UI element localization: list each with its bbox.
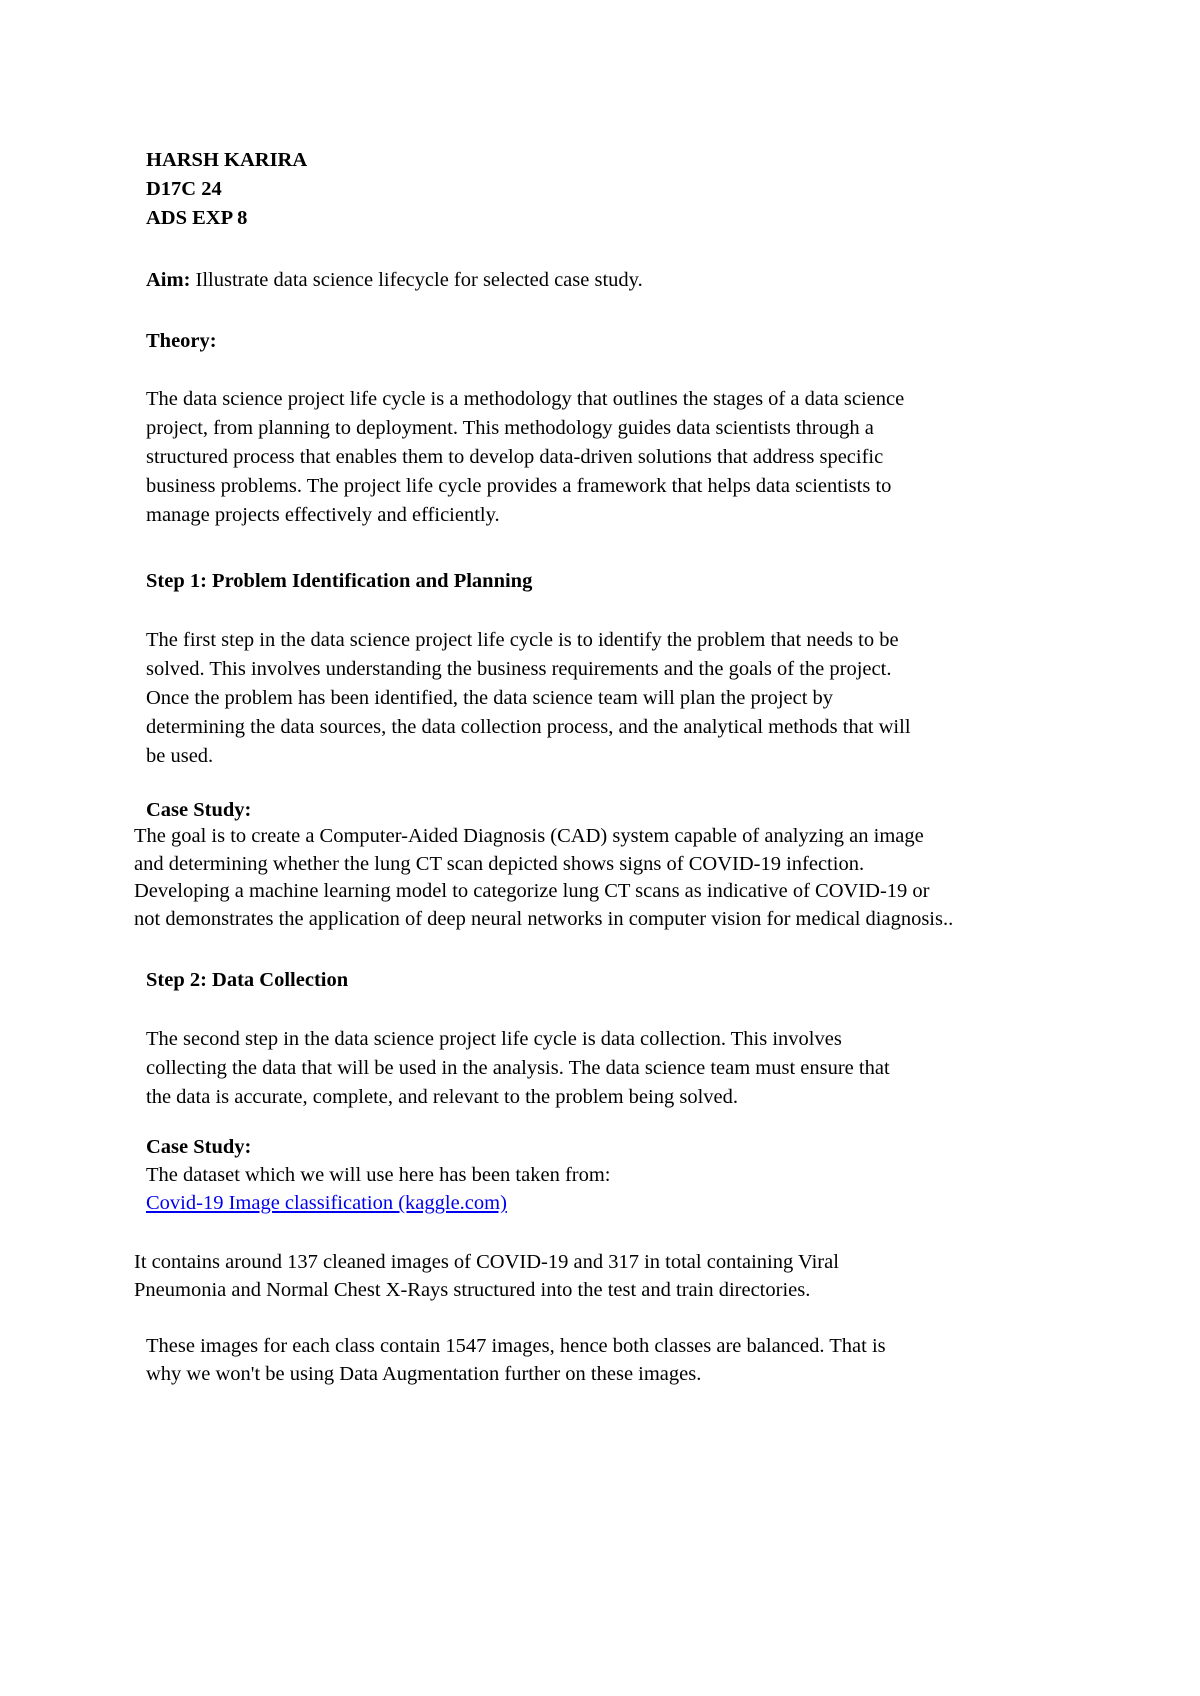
step1-heading: Step 1: Problem Identification and Planning (146, 570, 533, 592)
theory-line: business problems. The project life cycle provides a framework that helps data scientists to (146, 475, 892, 497)
dataset-contents-line: Pneumonia and Normal Chest X-Rays structured into the test and train directories. (134, 1278, 811, 1301)
step1-case-study-paragraph (134, 823, 1094, 933)
step2-heading: Step 2: Data Collection (146, 969, 349, 991)
step2-case-study-label: Case Study: (146, 1136, 252, 1158)
theory-line: structured process that enables them to develop data-driven solutions that address specific (146, 446, 884, 468)
step1-line: Once the problem has been identified, the data science team will plan the project by (146, 687, 834, 709)
dataset-contents-paragraph (134, 1249, 1094, 1304)
experiment-title: ADS EXP 8 (146, 207, 248, 229)
theory-line: project, from planning to deployment. This methodology guides data scientists through a (146, 417, 874, 439)
step2-paragraph (146, 1025, 1106, 1112)
case-study-line: and determining whether the lung CT scan depicted shows signs of COVID-19 infection. (134, 852, 865, 875)
step2-line: the data is accurate, complete, and relevant to the problem being solved. (146, 1086, 738, 1108)
case-study-line: The goal is to create a Computer-Aided Diagnosis (CAD) system capable of analyzing an image (134, 825, 924, 847)
case-study-line: Developing a machine learning model to categorize lung CT scans as indicative of COVID-19 or (134, 880, 930, 902)
dataset-link-line (146, 1189, 507, 1217)
step1-line: The first step in the data science project life cycle is to identify the problem that needs to be (146, 629, 899, 651)
step1-paragraph (146, 626, 1106, 771)
aim-text: Illustrate data science lifecycle for selected case study. (190, 269, 643, 291)
class-balance-line: These images for each class contain 1547 images, hence both classes are balanced. That is (146, 1335, 886, 1357)
author-name: HARSH KARIRA (146, 149, 308, 171)
step1-line: be used. (146, 745, 214, 767)
step2-line: The second step in the data science project life cycle is data collection. This involves (146, 1028, 842, 1050)
class-balance-paragraph (146, 1333, 1106, 1388)
step1-line: solved. This involves understanding the business requirements and the goals of the project. (146, 658, 892, 680)
theory-heading: Theory: (146, 330, 217, 352)
dataset-link[interactable]: Covid-19 Image classification (kaggle.com) (146, 1192, 507, 1214)
dataset-contents-line: It contains around 137 cleaned images of COVID-19 and 317 in total containing Viral (134, 1251, 839, 1273)
class-balance-line: why we won't be using Data Augmentation further on these images. (146, 1362, 702, 1385)
step2-line: collecting the data that will be used in the analysis. The data science team must ensure that (146, 1057, 890, 1079)
case-study-line: not demonstrates the application of deep neural networks in computer vision for medical diagnosis.. (134, 907, 954, 930)
step1-case-study-label: Case Study: (146, 799, 252, 821)
aim-line (146, 266, 643, 294)
aim-label: Aim: (146, 269, 191, 291)
theory-line: The data science project life cycle is a methodology that outlines the stages of a data science (146, 388, 905, 410)
theory-paragraph (146, 385, 1106, 530)
theory-line: manage projects effectively and efficiently. (146, 504, 500, 526)
step1-line: determining the data sources, the data collection process, and the analytical methods that will (146, 716, 911, 738)
roll-number: D17C 24 (146, 178, 222, 200)
dataset-intro: The dataset which we will use here has been taken from: (146, 1164, 611, 1186)
